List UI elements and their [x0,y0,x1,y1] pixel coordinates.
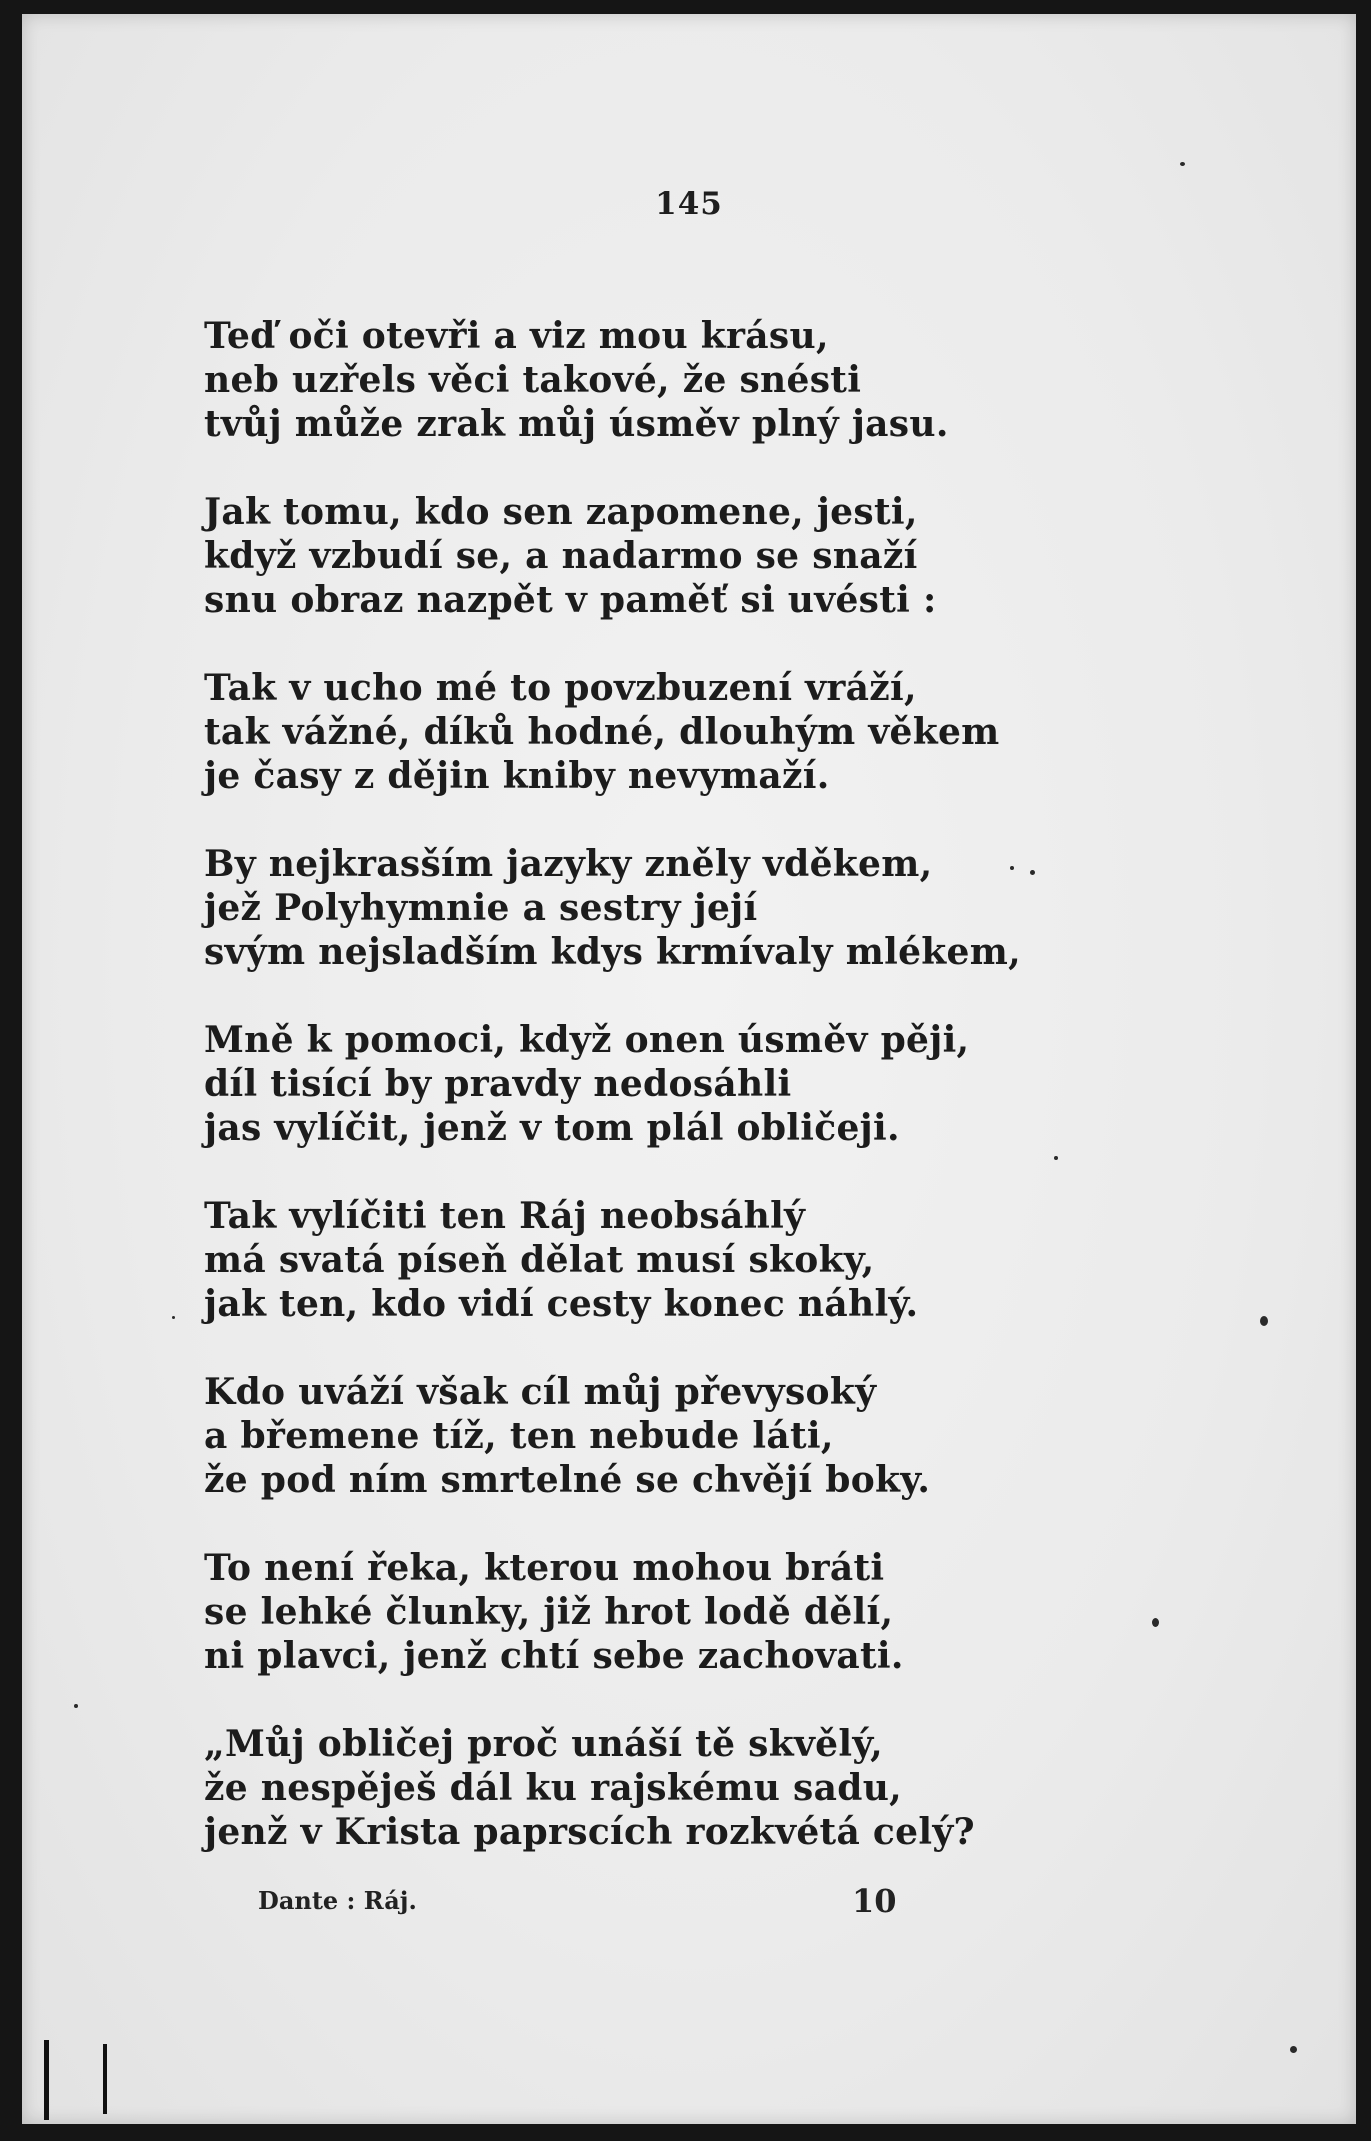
verse-line: Tak vylíčiti ten Ráj neobsáhlý [204,1195,806,1237]
scan-speck [1030,870,1035,875]
verse-line: svým nejsladším kdys krmívaly mlékem, [204,931,1021,973]
stanza [204,1194,1254,1326]
verse-line: jak ten, kdo vidí cesty konec náhlý. [204,1283,919,1325]
verse-line: Jak tomu, kdo sen zapomene, jesti, [204,491,918,533]
verse-line: Mně k pomoci, když onen úsměv pěji, [204,1019,970,1061]
verse-line: že nespěješ dál ku rajskému sadu, [204,1767,902,1809]
scan-speck [1290,2046,1297,2053]
poem-body [204,314,1254,1898]
verse-line: tak vážné, díků hodné, dlouhým věkem [204,711,1000,753]
verse-line: že pod ním smrtelné se chvějí boky. [204,1459,931,1501]
scan-speck [1260,1316,1268,1326]
verse-line: To není řeka, kterou mohou bráti [204,1547,885,1589]
verse-line: jež Polyhymnie a sestry její [204,887,758,929]
verse-line: ni plavci, jenž chtí sebe zachovati. [204,1635,904,1677]
signature-mark: Dante : Ráj. [258,1886,417,1915]
verse-line: By nejkrasším jazyky zněly vděkem, [204,843,933,885]
verse-line: je časy z dějin kniby nevymaží. [204,755,830,797]
verse-line: „Můj obličej proč unáší tě skvělý, [204,1723,883,1765]
stanza [204,490,1254,622]
scan-speck [1180,162,1185,166]
stanza [204,1370,1254,1502]
page-number: 145 [655,186,723,222]
book-page [22,14,1356,2124]
verse-line: snu obraz nazpět v paměť si uvésti : [204,579,937,621]
verse-line: jas vylíčit, jenž v tom plál obličeji. [204,1107,900,1149]
scan-speck [74,1704,78,1708]
verse-line: jenž v Krista paprscích rozkvétá celý? [204,1811,975,1853]
stanza [204,1018,1254,1150]
verse-line: díl tisící by pravdy nedosáhli [204,1063,792,1105]
binding-edge-mark [103,2044,107,2114]
verse-line: Kdo uváží však cíl můj převysoký [204,1371,877,1413]
stanza [204,1722,1254,1854]
verse-line: Tak v ucho mé to povzbuzení vráží, [204,667,917,709]
verse-line: Teď oči otevři a viz mou krásu, [204,315,829,357]
verse-line: tvůj může zrak můj úsměv plný jasu. [204,403,949,445]
stanza [204,842,1254,974]
verse-line: neb uzřels věci takové, že snésti [204,359,862,401]
verse-line: se lehké člunky, již hrot lodě dělí, [204,1591,894,1633]
verse-line: má svatá píseň dělat musí skoky, [204,1239,875,1281]
scan-speck [1152,1618,1159,1627]
stanza [204,666,1254,798]
binding-edge-mark [44,2040,49,2120]
scan-speck [1010,866,1014,870]
scan-speck [172,1316,175,1319]
scan-speck [1054,1156,1058,1160]
sheet-number: 10 [852,1882,897,1920]
stanza [204,1546,1254,1678]
verse-line: a břemene tíž, ten nebude láti, [204,1415,834,1457]
stanza [204,314,1254,446]
verse-line: když vzbudí se, a nadarmo se snaží [204,535,918,577]
